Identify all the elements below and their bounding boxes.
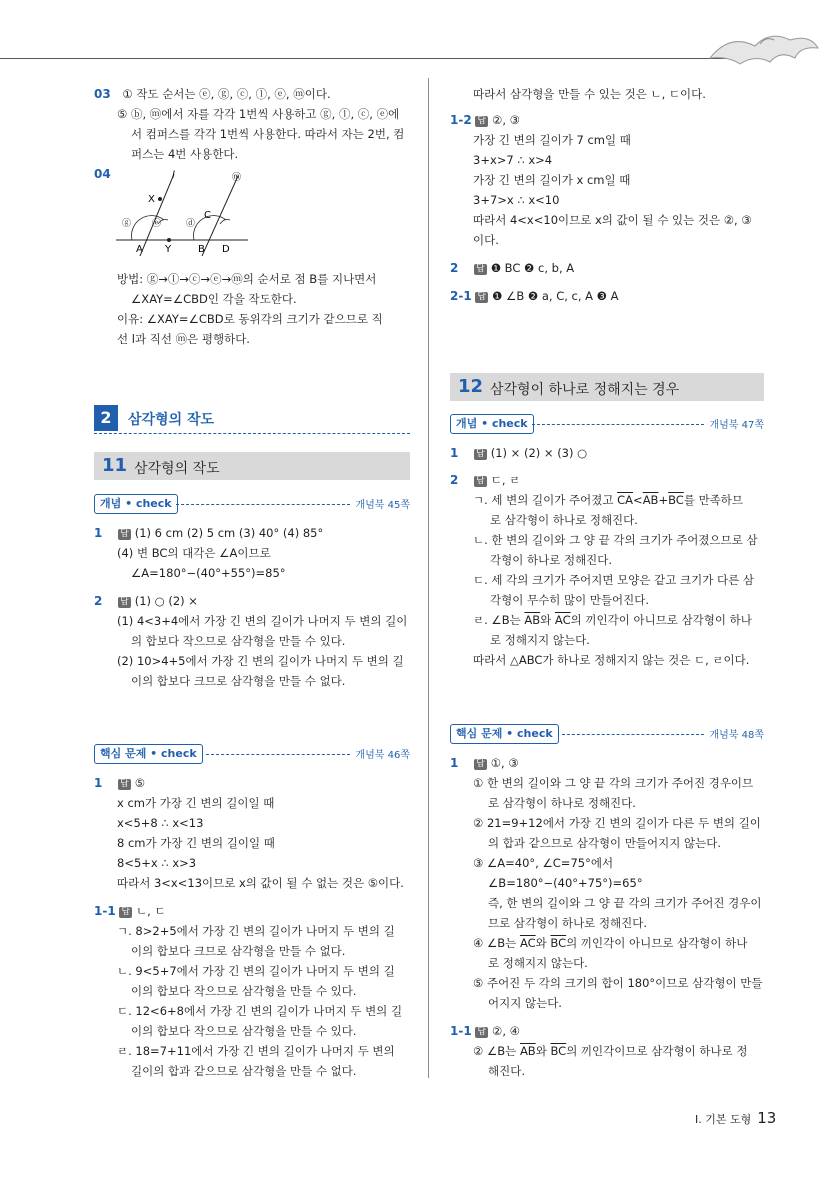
- text-line: (4) 변 BC의 대각은 ∠A이므로: [117, 546, 271, 560]
- label-e: ⓔ: [152, 219, 162, 229]
- text-line: ①, ③: [490, 756, 519, 770]
- text-line: (1) ○ (2) ×: [134, 594, 198, 608]
- text-line: 각형이 하나로 정해진다.: [490, 553, 613, 567]
- text-line: ③ ∠A=40°, ∠C=75°에서: [473, 856, 614, 870]
- text-line: ㄷ. 12<6+8에서 가장 긴 변의 길이가 나머지 두 변의 길: [117, 1004, 403, 1018]
- unit-number: 11: [102, 455, 128, 476]
- unit-number: 12: [458, 376, 484, 397]
- text-line: ㄷ. 세 각의 크기가 주어지면 모양은 같고 크기가 다른 삼: [473, 573, 754, 587]
- text-line: ⑤ 주어진 두 각의 크기의 합이 180°이므로 삼각형이 만들: [473, 976, 763, 990]
- text-line: 이의 합보다 작으므로 삼각형을 만들 수 있다.: [131, 1024, 357, 1038]
- text-line: x<5+8 ∴ x<13: [117, 816, 204, 830]
- check-tag: 개념 • check: [94, 494, 178, 514]
- text-line: 따라서 △ABC가 하나로 정해지지 않는 것은 ㄷ, ㄹ이다.: [473, 653, 750, 667]
- text-line: ⑤: [134, 776, 146, 790]
- problem-number: 2: [94, 594, 103, 608]
- text-line: ㄴ. 9<5+7에서 가장 긴 변의 길이가 나머지 두 변의 길: [117, 964, 395, 978]
- text-line: 따라서 삼각형을 만들 수 있는 것은 ㄴ, ㄷ이다.: [473, 87, 706, 101]
- text-line: 방법: ⓖ→ⓛ→ⓒ→ⓔ→ⓜ의 순서로 점 B를 지나면서: [117, 272, 377, 286]
- text-fragment: +: [658, 493, 669, 507]
- dragon-corner-icon: [700, 28, 820, 68]
- text-line: ② 21=9+12에서 가장 긴 변의 길이가 다른 두 변의 길이: [473, 816, 761, 830]
- problem-number-label: 04: [94, 167, 111, 181]
- text-line: (1) 4<3+4에서 가장 긴 변의 길이가 나머지 두 변의 길이: [117, 614, 408, 628]
- problem-number: 2: [450, 473, 459, 487]
- problem-h1-1: [94, 902, 166, 920]
- dashed-rule: [562, 734, 704, 735]
- segment-label: $\overline{AB}$: [524, 613, 541, 627]
- chapter-label: Ⅰ. 기본 도형: [695, 1113, 752, 1126]
- segment-label: $\overline{AC}$: [554, 613, 571, 627]
- text-line: ②, ③: [492, 113, 520, 127]
- check-banner: [94, 744, 410, 764]
- text-fragment: 의 끼인각이므로 삼각형이 하나로 정: [566, 1044, 748, 1058]
- text-line: 8<5+x ∴ x>3: [117, 856, 197, 870]
- label-C: C: [204, 210, 211, 221]
- text-line: 로 정해지지 않는다.: [490, 633, 590, 647]
- text-fragment: 와: [535, 1044, 551, 1058]
- text-line: [473, 611, 752, 629]
- check-tag: 핵심 문제 • check: [94, 744, 203, 764]
- reference-label: 개념북 47쪽: [709, 420, 764, 431]
- segment-label: $\overline{BC}$: [668, 493, 684, 507]
- reference-label: 개념북 48쪽: [709, 730, 764, 741]
- text-line: (2) 10>4+5에서 가장 긴 변의 길이가 나머지 두 변의 길: [117, 654, 404, 668]
- problem-number: 1-1: [450, 1024, 472, 1038]
- text-line: 3+7>x ∴ x<10: [473, 193, 560, 207]
- unit-title: 삼각형의 작도: [134, 461, 220, 477]
- column-divider: [428, 78, 429, 1078]
- problem-number: 1: [94, 526, 103, 540]
- text-line: [473, 491, 743, 509]
- text-line: 의 합보다 작으므로 삼각형을 만들 수 있다.: [131, 634, 346, 648]
- text-fragment: 를 만족하므: [683, 493, 744, 507]
- segment-label: $\overline{AB}$: [642, 493, 659, 507]
- problem-2: [94, 592, 198, 610]
- reference-label: 개념북 45쪽: [355, 500, 410, 511]
- text-line: 따라서 4<x<10이므로 x의 값이 될 수 있는 것은 ②, ③: [473, 213, 752, 227]
- label-B: B: [198, 244, 205, 255]
- unit-heading: [94, 452, 410, 480]
- construction-figure: [112, 168, 252, 260]
- answer-badge: 답: [121, 907, 131, 917]
- segment-label: $\overline{AB}$: [519, 1044, 536, 1058]
- text-line: 따라서 3<x<13이므로 x의 값이 될 수 없는 것은 ⑤이다.: [117, 876, 404, 890]
- label-d: ⓓ: [186, 219, 196, 229]
- text-line: 8 cm가 가장 긴 변의 길이일 때: [117, 836, 275, 850]
- label-m: ⓜ: [232, 173, 242, 183]
- text-line: ㄷ, ㄹ: [490, 473, 521, 487]
- dashed-rule: [206, 754, 350, 755]
- answer-badge: 답: [476, 449, 485, 459]
- text-line: ① 작도 순서는 ⓔ, ⓖ, ⓒ, ⓛ, ⓔ, ⓜ이다.: [122, 87, 331, 101]
- text-line: 즉, 한 변의 길이와 그 양 끝 각의 크기가 주어진 경우이: [488, 896, 762, 910]
- dashed-rule: [532, 424, 704, 425]
- text-line: 로 삼각형이 하나로 정해진다.: [490, 513, 638, 527]
- segment-label: $\overline{AC}$: [519, 936, 536, 950]
- answer-badge: 답: [120, 597, 129, 607]
- answer-badge: 답: [120, 529, 129, 539]
- label-D: D: [222, 244, 230, 255]
- check-tag: 개념 • check: [450, 414, 534, 434]
- text-line: ① 한 변의 길이와 그 양 끝 각의 크기가 주어진 경우이므: [473, 776, 754, 790]
- text-line: 해진다.: [488, 1064, 525, 1078]
- page-footer: [695, 1109, 776, 1127]
- problem-number: 03: [94, 87, 111, 101]
- answer-badge: 답: [120, 779, 129, 789]
- text-line: (1) × (2) × (3) ○: [490, 446, 588, 460]
- text-line: 선 l과 직선 ⓜ은 평행하다.: [117, 332, 250, 346]
- text-line: 로 삼각형이 하나로 정해진다.: [488, 796, 636, 810]
- dashed-rule: [176, 504, 350, 505]
- answer-badge: 답: [477, 116, 487, 126]
- label-X: X: [148, 194, 155, 205]
- text-line: 가장 긴 변의 길이가 x cm일 때: [473, 173, 631, 187]
- text-line: 므로 삼각형이 하나로 정해진다.: [488, 916, 648, 930]
- problem-number: 1: [450, 446, 459, 460]
- problem-03: [94, 85, 331, 103]
- text-fragment: 의 끼인각이 아니므로 삼각형이 하나: [566, 936, 748, 950]
- header-rule: [0, 58, 760, 59]
- text-line: 길이의 합과 같으므로 삼각형을 만들 수 없다.: [131, 1064, 357, 1078]
- text-line: 가장 긴 변의 길이가 7 cm일 때: [473, 133, 631, 147]
- label-A: A: [136, 244, 143, 255]
- text-line: 이다.: [473, 233, 499, 247]
- check-banner: [94, 494, 410, 514]
- text-line: 의 합과 같으므로 삼각형이 만들어지지 않는다.: [488, 836, 722, 850]
- text-line: ㄴ, ㄷ: [136, 904, 166, 918]
- segment-label: $\overline{CA}$: [617, 493, 634, 507]
- text-fragment: ② ∠B는: [473, 1044, 520, 1058]
- section-title: 삼각형의 작도: [128, 412, 215, 428]
- segment-label: $\overline{BC}$: [550, 936, 567, 950]
- answer-badge: 답: [477, 292, 487, 302]
- text-line: [473, 1042, 747, 1060]
- text-line: [473, 934, 747, 952]
- text-line: 서 컴퍼스를 각각 1번씩 사용한다. 따라서 자는 2번, 컴: [131, 127, 405, 141]
- problem-number: 2-1: [450, 289, 472, 303]
- check-banner: [450, 414, 764, 434]
- text-line: ❶ BC ❷ c, b, A: [490, 261, 575, 275]
- text-line: ∠B=180°−(40°+75°)=65°: [488, 876, 643, 890]
- text-line: ②, ④: [492, 1024, 520, 1038]
- text-fragment: <: [633, 493, 643, 507]
- problem-h1: [94, 774, 145, 792]
- text-fragment: 의 끼인각이 아니므로 삼각형이 하나: [570, 613, 752, 627]
- text-fragment: ④ ∠B는: [473, 936, 520, 950]
- text-line: 퍼스는 4번 사용한다.: [131, 147, 239, 161]
- problem-k2: [450, 471, 520, 489]
- unit-heading: [450, 373, 764, 401]
- problem-r1-1: [450, 1022, 520, 1040]
- text-line: 각형이 무수히 많이 만들어진다.: [490, 593, 650, 607]
- text-line: 이의 합보다 크므로 삼각형을 만들 수 없다.: [131, 674, 346, 688]
- problem-number: 1-1: [94, 904, 116, 918]
- problem-k1: [450, 444, 587, 462]
- problem-number: 1: [450, 756, 459, 770]
- label-g: ⓖ: [122, 219, 132, 229]
- section-number: 2: [94, 405, 118, 431]
- answer-badge: 답: [477, 1027, 487, 1037]
- text-line: 이유: ∠XAY=∠CBD로 동위각의 크기가 같으므로 직: [117, 312, 383, 326]
- text-line: (1) 6 cm (2) 5 cm (3) 40° (4) 85°: [134, 526, 324, 540]
- text-line: ∠A=180°−(40°+55°)=85°: [131, 566, 286, 580]
- problem-number: [94, 165, 111, 183]
- segment-label: $\overline{BC}$: [550, 1044, 567, 1058]
- text-line: 어지지 않는다.: [488, 996, 562, 1010]
- section-heading: [94, 403, 410, 434]
- page-number: 13: [757, 1109, 777, 1127]
- text-fragment: ㄹ. ∠B는: [473, 613, 525, 627]
- text-line: x cm가 가장 긴 변의 길이일 때: [117, 796, 275, 810]
- text-line: 이의 합보다 크므로 삼각형을 만들 수 없다.: [131, 944, 346, 958]
- text-fragment: ㄱ. 세 변의 길이가 주어졌고: [473, 493, 618, 507]
- unit-title: 삼각형이 하나로 정해지는 경우: [490, 382, 680, 398]
- text-line: 이의 합보다 작으므로 삼각형을 만들 수 있다.: [131, 984, 357, 998]
- text-fragment: 와: [535, 936, 551, 950]
- answer-badge: 답: [476, 476, 485, 486]
- label-l: l: [172, 170, 175, 181]
- text-line: ㄴ. 한 변의 길이와 그 양 끝 각의 크기가 주어졌으므로 삼: [473, 533, 758, 547]
- check-tag: 핵심 문제 • check: [450, 724, 559, 744]
- text-line: ㄹ. 18=7+11에서 가장 긴 변의 길이가 나머지 두 변의: [117, 1044, 395, 1058]
- answer-badge: 답: [476, 264, 485, 274]
- text-fragment: 와: [540, 613, 555, 627]
- answer-badge: 답: [476, 759, 485, 769]
- problem-number: 2: [450, 261, 459, 275]
- reference-label: 개념북 46쪽: [355, 750, 410, 761]
- problem-1-2: [450, 111, 520, 129]
- text-line: ∠XAY=∠CBD인 각을 작도한다.: [131, 292, 297, 306]
- label-Y: Y: [165, 244, 172, 255]
- text-line: 로 정해지지 않는다.: [488, 956, 588, 970]
- check-banner: [450, 724, 764, 744]
- text-line: ⑤ ⓑ, ⓜ에서 자를 각각 1번씩 사용하고 ⓖ, ⓛ, ⓒ, ⓔ에: [117, 107, 400, 121]
- problem-number: 1: [94, 776, 103, 790]
- text-line: 3+x>7 ∴ x>4: [473, 153, 553, 167]
- problem-2-1: [450, 287, 619, 305]
- text-line: ❶ ∠B ❷ a, C, c, A ❸ A: [492, 289, 619, 303]
- problem-r1: [450, 754, 519, 772]
- text-line: ㄱ. 8>2+5에서 가장 긴 변의 길이가 나머지 두 변의 길: [117, 924, 395, 938]
- problem-number: 1-2: [450, 113, 472, 127]
- problem-2: [450, 259, 574, 277]
- problem-1: [94, 524, 323, 542]
